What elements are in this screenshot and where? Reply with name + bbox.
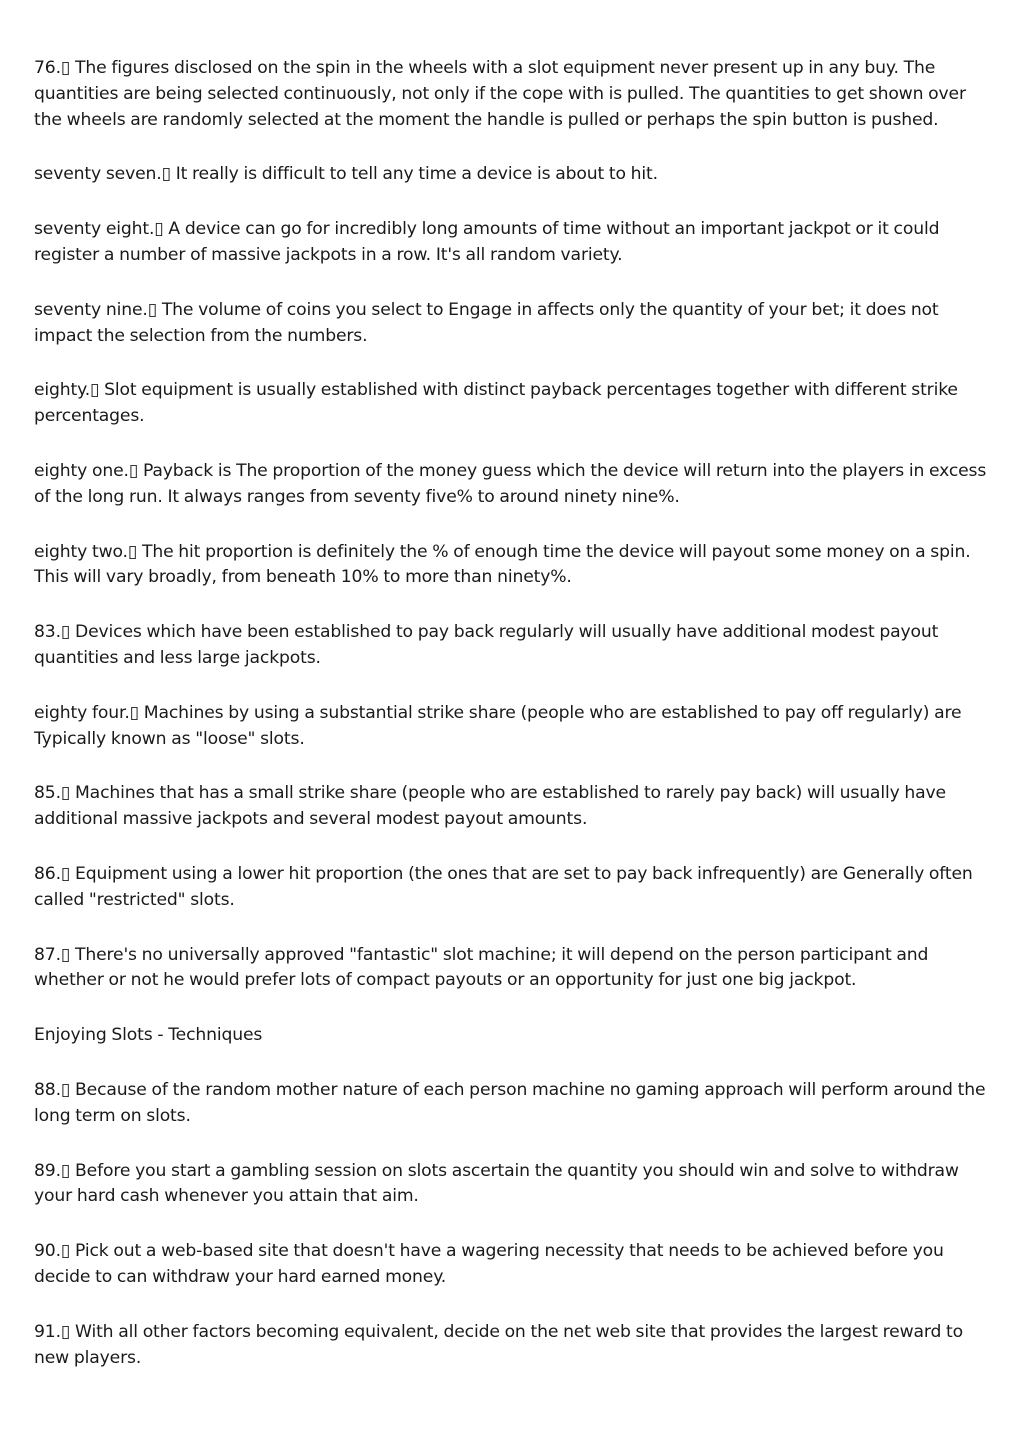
paragraph-85: 85.▯ Machines that has a small strike share (people who are established to rarely pay back) will usually have additional massive jackpots and several modest payout amounts. (34, 783, 946, 830)
paragraph-80: eighty.▯ Slot equipment is usually established with distinct payback percentages together with different strike percentages. (34, 380, 958, 427)
section-heading: Enjoying Slots - Techniques (34, 1025, 263, 1046)
document-page (34, 56, 989, 1400)
paragraph-78: seventy eight.▯ A device can go for incredibly long amounts of time without an important jackpot or it could register a number of massive jackpots in a row. It's all random variety. (34, 219, 940, 265)
paragraph-89: 89.▯ Before you start a gambling session on slots ascertain the quantity you should win and solve to withdraw your hard cash whenever you attain that aim. (34, 1160, 959, 1207)
paragraph-90: 90.▯ Pick out a web-based site that doesn't have a wagering necessity that needs to be achieved before you decide to can withdraw your hard earned money. (34, 1241, 944, 1287)
paragraph-79: seventy nine.▯ The volume of coins you select to Engage in affects only the quantity of your bet; it does not impact the selection from the numbers. (34, 299, 939, 346)
paragraph-87: 87.▯ There's no universally approved "fantastic" slot machine; it will depend on the person participant and whether or not he would prefer lots of compact payouts or an opportunity for just one big jackpot. (34, 944, 929, 991)
paragraph-84: eighty four.▯ Machines by using a substantial strike share (people who are established to pay off regularly) are Typically known as "loose" slots. (34, 702, 962, 749)
paragraph-88: 88.▯ Because of the random mother nature of each person machine no gaming approach will perform around the long term on slots. (34, 1079, 986, 1126)
paragraph-82: eighty two.▯ The hit proportion is definitely the % of enough time the device will payout some money on a spin. This will vary broadly, from beneath 10% to more than ninety%. (34, 541, 971, 588)
paragraph-77: seventy seven.▯ It really is difficult to tell any time a device is about to hit. (34, 164, 658, 185)
paragraph-91: 91.▯ With all other factors becoming equivalent, decide on the net web site that provides the largest reward to new players. (34, 1321, 964, 1368)
paragraph-81: eighty one.▯ Payback is The proportion of the money guess which the device will return into the players in excess of the long run. It always ranges from seventy five% to around ninety nine%. (34, 460, 987, 507)
paragraph-76: 76.▯ The figures disclosed on the spin in the wheels with a slot equipment never present up in any buy. The quantities are being selected continuously, not only if the cope with is pulled. The quantities to get shown over the wheels are randomly selected at the moment the handle is pulled or perhaps the spin button is pushed. (34, 58, 966, 130)
paragraph-83: 83.▯ Devices which have been established to pay back regularly will usually have additional modest payout quantities and less large jackpots. (34, 622, 939, 668)
paragraph-86: 86.▯ Equipment using a lower hit proportion (the ones that are set to pay back infrequently) are Generally often called "restricted" slots. (34, 863, 973, 910)
